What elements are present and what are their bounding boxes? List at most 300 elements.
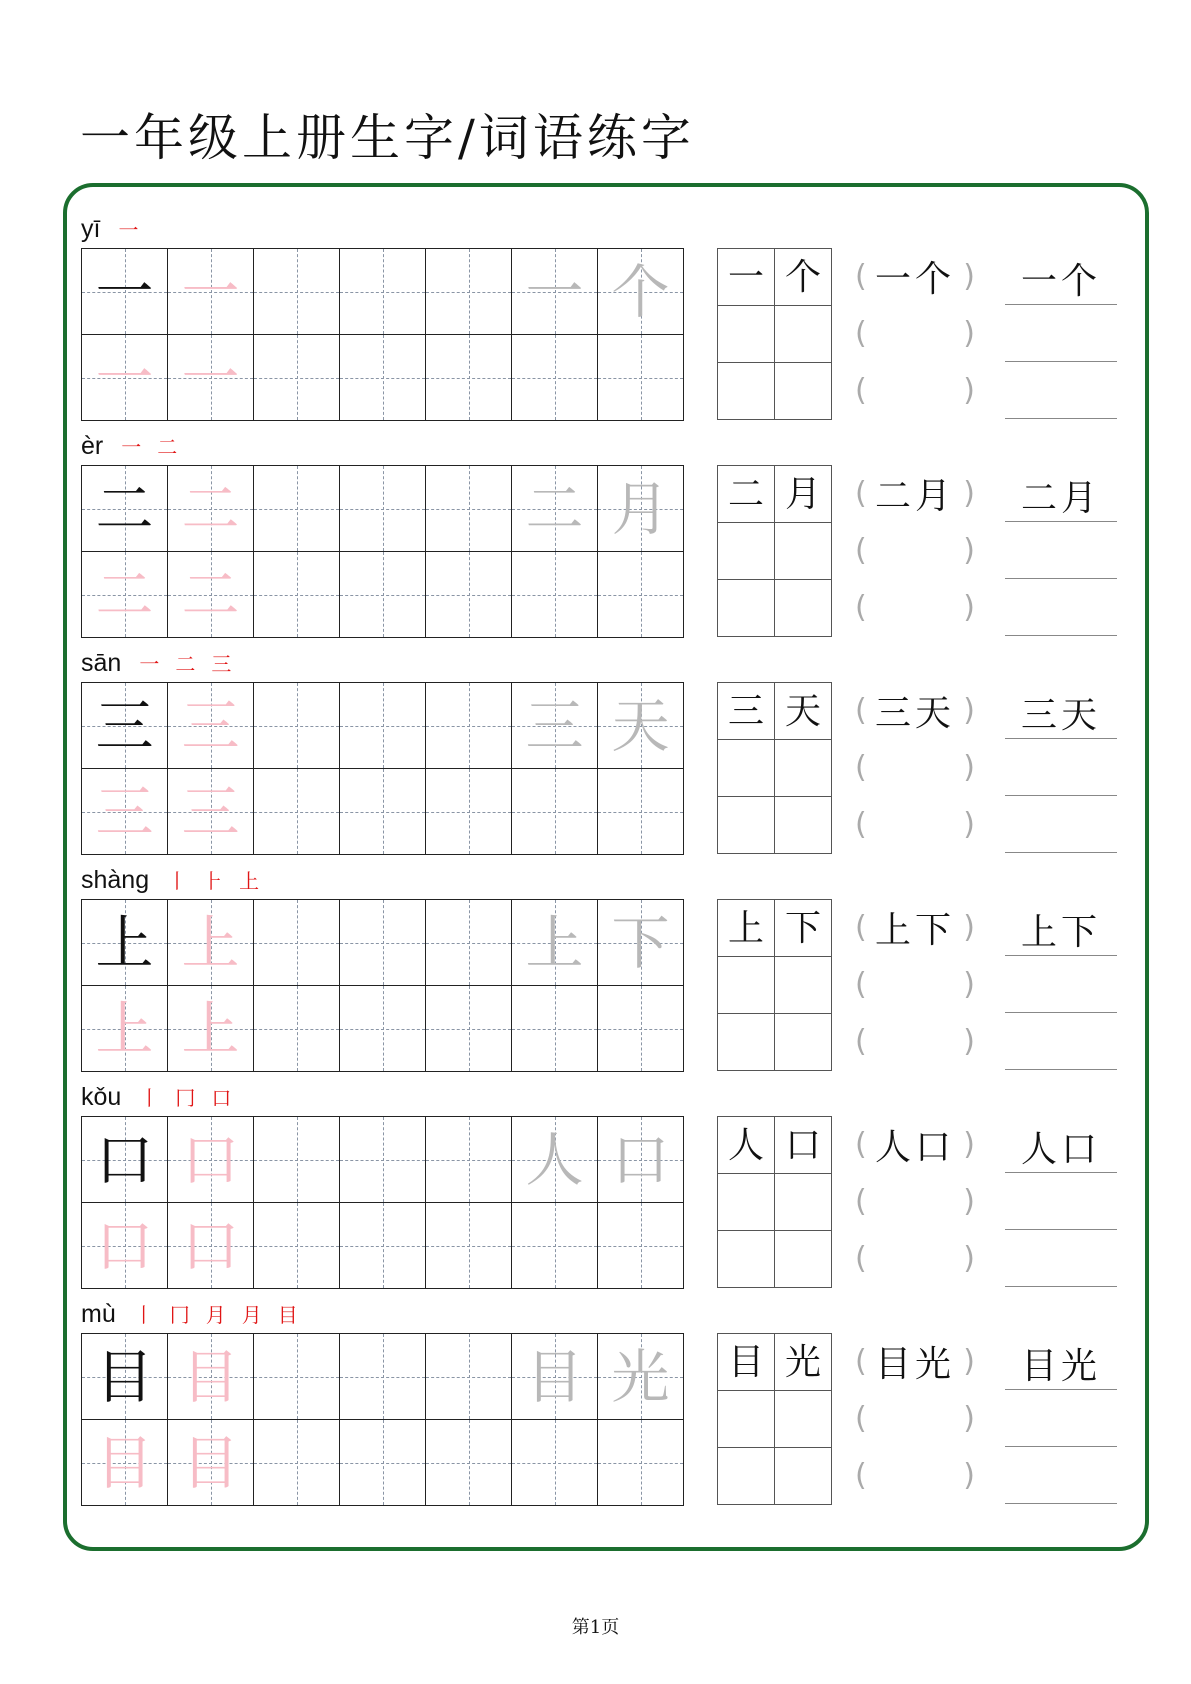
open-paren: ( bbox=[855, 750, 867, 785]
pinyin-row bbox=[81, 646, 231, 678]
word-box-cell[interactable]: 目 bbox=[718, 1334, 775, 1391]
trace-character: 上 bbox=[181, 908, 240, 977]
practice-cell[interactable] bbox=[512, 1334, 598, 1420]
practice-cell[interactable] bbox=[168, 900, 254, 986]
parenthesis-row[interactable] bbox=[855, 739, 975, 796]
empty-practice-cell[interactable] bbox=[254, 1420, 340, 1506]
empty-word-box-cell[interactable] bbox=[775, 1014, 832, 1071]
empty-practice-cell[interactable] bbox=[426, 683, 512, 769]
character-section bbox=[81, 866, 1141, 1116]
stroke-step: 丨 bbox=[139, 1086, 160, 1110]
model-character: 三 bbox=[95, 691, 154, 760]
trace-character: 口 bbox=[181, 1211, 240, 1280]
word-box-cell[interactable]: 三 bbox=[718, 683, 775, 740]
empty-practice-cell[interactable] bbox=[254, 1117, 340, 1203]
practice-cell[interactable] bbox=[168, 769, 254, 855]
open-paren: ( bbox=[855, 590, 867, 625]
underline-row[interactable] bbox=[1005, 1333, 1117, 1390]
close-paren: ) bbox=[963, 1344, 975, 1379]
open-paren: ( bbox=[855, 476, 867, 511]
parenthesis-column bbox=[855, 1333, 975, 1504]
trace-character: 三 bbox=[95, 777, 154, 846]
parenthesis-row[interactable] bbox=[855, 899, 975, 956]
empty-practice-cell[interactable] bbox=[598, 1420, 684, 1506]
empty-practice-cell[interactable] bbox=[254, 335, 340, 421]
stroke-step: 月 bbox=[241, 1303, 262, 1327]
model-character: 目 bbox=[95, 1342, 154, 1411]
close-paren: ) bbox=[963, 750, 975, 785]
underline-row[interactable] bbox=[1005, 1390, 1117, 1447]
trace-character: 二 bbox=[181, 560, 240, 629]
paren-word: 一个 bbox=[874, 259, 955, 300]
stroke-order bbox=[139, 1084, 231, 1112]
open-paren: ( bbox=[855, 533, 867, 568]
parenthesis-column bbox=[855, 899, 975, 1070]
practice-cell[interactable] bbox=[82, 249, 168, 335]
word-hint-character: 目 bbox=[525, 1342, 584, 1411]
word-box-grid bbox=[717, 899, 832, 1071]
empty-practice-cell[interactable] bbox=[340, 249, 426, 335]
tianzige-grid bbox=[81, 248, 684, 421]
underline-word: 上下 bbox=[1020, 912, 1101, 953]
open-paren: ( bbox=[855, 259, 867, 294]
stroke-step: 三 bbox=[211, 652, 232, 676]
word-box-cell[interactable]: 天 bbox=[775, 683, 832, 740]
practice-cell[interactable] bbox=[598, 1117, 684, 1203]
model-character: 一 bbox=[95, 257, 154, 326]
word-hint-character: 光 bbox=[611, 1342, 670, 1411]
empty-practice-cell[interactable] bbox=[512, 1420, 598, 1506]
practice-cell[interactable] bbox=[168, 1203, 254, 1289]
word-hint-character: 口 bbox=[611, 1125, 670, 1194]
practice-cell[interactable] bbox=[82, 1420, 168, 1506]
trace-character: 口 bbox=[95, 1211, 154, 1280]
empty-practice-cell[interactable] bbox=[512, 552, 598, 638]
underline-column bbox=[1005, 1116, 1117, 1287]
word-hint-character: 一 bbox=[525, 257, 584, 326]
empty-practice-cell[interactable] bbox=[426, 986, 512, 1072]
underline-row[interactable] bbox=[1005, 796, 1117, 853]
paren-word: 二月 bbox=[874, 476, 955, 517]
parenthesis-column bbox=[855, 1116, 975, 1287]
empty-word-box-cell[interactable] bbox=[718, 957, 775, 1014]
underline-row[interactable] bbox=[1005, 362, 1117, 419]
paren-word: 上下 bbox=[874, 910, 955, 951]
close-paren: ) bbox=[963, 533, 975, 568]
empty-word-box-cell[interactable] bbox=[775, 1448, 832, 1505]
underline-column bbox=[1005, 248, 1117, 419]
word-box-grid bbox=[717, 465, 832, 637]
empty-practice-cell[interactable] bbox=[254, 1203, 340, 1289]
parenthesis-column bbox=[855, 682, 975, 853]
practice-cell[interactable] bbox=[82, 1203, 168, 1289]
practice-cell[interactable] bbox=[598, 1334, 684, 1420]
empty-practice-cell[interactable] bbox=[340, 1203, 426, 1289]
stroke-step: 冂 bbox=[169, 1303, 190, 1327]
open-paren: ( bbox=[855, 1024, 867, 1059]
empty-word-box-cell[interactable] bbox=[718, 1231, 775, 1288]
page-title: 一年级上册生字/词语练字 bbox=[80, 109, 695, 167]
pinyin-label: kǒu bbox=[81, 1083, 122, 1111]
stroke-order bbox=[118, 216, 138, 244]
parenthesis-row[interactable] bbox=[855, 465, 975, 522]
stroke-step: 丨 bbox=[133, 1303, 154, 1327]
empty-practice-cell[interactable] bbox=[426, 1420, 512, 1506]
parenthesis-row[interactable] bbox=[855, 522, 975, 579]
trace-character: 目 bbox=[181, 1342, 240, 1411]
empty-practice-cell[interactable] bbox=[512, 769, 598, 855]
practice-cell[interactable] bbox=[168, 1117, 254, 1203]
empty-practice-cell[interactable] bbox=[598, 335, 684, 421]
underline-row[interactable] bbox=[1005, 1173, 1117, 1230]
trace-character: 二 bbox=[95, 560, 154, 629]
empty-practice-cell[interactable] bbox=[340, 683, 426, 769]
pinyin-row bbox=[81, 1080, 231, 1112]
close-paren: ) bbox=[963, 1127, 975, 1162]
trace-character: 一 bbox=[181, 257, 240, 326]
parenthesis-row[interactable] bbox=[855, 1116, 975, 1173]
empty-practice-cell[interactable] bbox=[254, 1334, 340, 1420]
word-box-grid bbox=[717, 248, 832, 420]
empty-practice-cell[interactable] bbox=[598, 1203, 684, 1289]
model-character: 二 bbox=[95, 474, 154, 543]
empty-practice-cell[interactable] bbox=[512, 335, 598, 421]
empty-word-box-cell[interactable] bbox=[718, 523, 775, 580]
practice-cell[interactable] bbox=[168, 466, 254, 552]
parenthesis-row[interactable] bbox=[855, 305, 975, 362]
empty-word-box-cell[interactable] bbox=[775, 580, 832, 637]
pinyin-label: mù bbox=[81, 1300, 116, 1328]
open-paren: ( bbox=[855, 1458, 867, 1493]
pinyin-row bbox=[81, 429, 177, 461]
open-paren: ( bbox=[855, 1241, 867, 1276]
trace-character: 目 bbox=[95, 1428, 154, 1497]
empty-practice-cell[interactable] bbox=[426, 1203, 512, 1289]
trace-character: 一 bbox=[95, 343, 154, 412]
word-box-grid bbox=[717, 1333, 832, 1505]
word-hint-character: 上 bbox=[525, 908, 584, 977]
stroke-step: 上 bbox=[239, 869, 260, 893]
practice-cell[interactable] bbox=[82, 1117, 168, 1203]
empty-word-box-cell[interactable] bbox=[775, 1391, 832, 1448]
tianzige-grid bbox=[81, 899, 684, 1072]
open-paren: ( bbox=[855, 1344, 867, 1379]
empty-word-box-cell[interactable] bbox=[775, 1231, 832, 1288]
model-character: 上 bbox=[95, 908, 154, 977]
trace-character: 上 bbox=[181, 994, 240, 1063]
tianzige-grid bbox=[81, 682, 684, 855]
empty-practice-cell[interactable] bbox=[340, 1117, 426, 1203]
parenthesis-row[interactable] bbox=[855, 1230, 975, 1287]
empty-practice-cell[interactable] bbox=[512, 986, 598, 1072]
empty-practice-cell[interactable] bbox=[254, 466, 340, 552]
underline-row[interactable] bbox=[1005, 248, 1117, 305]
practice-cell[interactable] bbox=[168, 986, 254, 1072]
word-box-cell[interactable]: 口 bbox=[775, 1117, 832, 1174]
practice-cell[interactable] bbox=[598, 466, 684, 552]
underline-row[interactable] bbox=[1005, 739, 1117, 796]
close-paren: ) bbox=[963, 967, 975, 1002]
trace-character: 一 bbox=[181, 343, 240, 412]
word-box-cell[interactable]: 个 bbox=[775, 249, 832, 306]
empty-word-box-cell[interactable] bbox=[718, 740, 775, 797]
practice-cell[interactable] bbox=[168, 1334, 254, 1420]
underline-row[interactable] bbox=[1005, 305, 1117, 362]
empty-practice-cell[interactable] bbox=[426, 466, 512, 552]
pinyin-label: yī bbox=[81, 215, 101, 243]
pinyin-row bbox=[81, 212, 138, 244]
empty-word-box-cell[interactable] bbox=[775, 363, 832, 420]
stroke-order bbox=[139, 650, 231, 678]
parenthesis-row[interactable] bbox=[855, 1333, 975, 1390]
empty-word-box-cell[interactable] bbox=[718, 306, 775, 363]
practice-cell[interactable] bbox=[512, 249, 598, 335]
stroke-step: 月 bbox=[205, 1303, 226, 1327]
parenthesis-row[interactable] bbox=[855, 1390, 975, 1447]
trace-character: 二 bbox=[181, 474, 240, 543]
underline-column bbox=[1005, 1333, 1117, 1504]
practice-cell[interactable] bbox=[168, 552, 254, 638]
practice-cell[interactable] bbox=[598, 249, 684, 335]
practice-cell[interactable] bbox=[82, 769, 168, 855]
close-paren: ) bbox=[963, 1184, 975, 1219]
underline-column bbox=[1005, 465, 1117, 636]
underline-word: 目光 bbox=[1020, 1346, 1101, 1387]
empty-practice-cell[interactable] bbox=[426, 1117, 512, 1203]
underline-row[interactable] bbox=[1005, 1013, 1117, 1070]
practice-cell[interactable] bbox=[168, 249, 254, 335]
open-paren: ( bbox=[855, 693, 867, 728]
empty-practice-cell[interactable] bbox=[254, 986, 340, 1072]
underline-word: 人口 bbox=[1020, 1129, 1101, 1170]
practice-cell[interactable] bbox=[168, 1420, 254, 1506]
stroke-step: 一 bbox=[121, 435, 142, 459]
underline-row[interactable] bbox=[1005, 1447, 1117, 1504]
word-hint-character: 人 bbox=[525, 1125, 584, 1194]
underline-row[interactable] bbox=[1005, 522, 1117, 579]
empty-practice-cell[interactable] bbox=[512, 1203, 598, 1289]
character-section bbox=[81, 432, 1141, 682]
parenthesis-row[interactable] bbox=[855, 362, 975, 419]
empty-practice-cell[interactable] bbox=[426, 552, 512, 638]
close-paren: ) bbox=[963, 910, 975, 945]
underline-column bbox=[1005, 899, 1117, 1070]
close-paren: ) bbox=[963, 1458, 975, 1493]
underline-row[interactable] bbox=[1005, 956, 1117, 1013]
empty-practice-cell[interactable] bbox=[426, 335, 512, 421]
word-box-cell[interactable]: 月 bbox=[775, 466, 832, 523]
page-number: 第1页 bbox=[571, 1617, 620, 1638]
open-paren: ( bbox=[855, 1127, 867, 1162]
word-box-cell[interactable]: 二 bbox=[718, 466, 775, 523]
paren-word: 目光 bbox=[874, 1344, 955, 1385]
paren-word: 人口 bbox=[874, 1127, 955, 1168]
word-box-cell[interactable]: 上 bbox=[718, 900, 775, 957]
practice-cell[interactable] bbox=[512, 683, 598, 769]
practice-cell[interactable] bbox=[82, 552, 168, 638]
empty-practice-cell[interactable] bbox=[426, 769, 512, 855]
close-paren: ) bbox=[963, 259, 975, 294]
word-hint-character: 月 bbox=[611, 474, 670, 543]
underline-row[interactable] bbox=[1005, 899, 1117, 956]
stroke-step: 口 bbox=[211, 1086, 232, 1110]
trace-character: 口 bbox=[181, 1125, 240, 1194]
underline-row[interactable] bbox=[1005, 465, 1117, 522]
practice-cell[interactable] bbox=[82, 1334, 168, 1420]
empty-word-box-cell[interactable] bbox=[718, 1174, 775, 1231]
empty-word-box-cell[interactable] bbox=[775, 957, 832, 1014]
empty-word-box-cell[interactable] bbox=[718, 797, 775, 854]
underline-word: 二月 bbox=[1020, 478, 1101, 519]
word-hint-character: 三 bbox=[525, 691, 584, 760]
empty-word-box-cell[interactable] bbox=[718, 580, 775, 637]
stroke-step: 丨 bbox=[167, 869, 188, 893]
practice-cell[interactable] bbox=[512, 900, 598, 986]
empty-practice-cell[interactable] bbox=[340, 986, 426, 1072]
practice-cell[interactable] bbox=[512, 1117, 598, 1203]
practice-cell[interactable] bbox=[168, 335, 254, 421]
empty-word-box-cell[interactable] bbox=[775, 523, 832, 580]
parenthesis-row[interactable] bbox=[855, 1173, 975, 1230]
empty-practice-cell[interactable] bbox=[340, 335, 426, 421]
empty-practice-cell[interactable] bbox=[340, 769, 426, 855]
underline-column bbox=[1005, 682, 1117, 853]
parenthesis-column bbox=[855, 248, 975, 419]
character-section bbox=[81, 215, 1141, 465]
empty-word-box-cell[interactable] bbox=[775, 1174, 832, 1231]
underline-row[interactable] bbox=[1005, 682, 1117, 739]
practice-cell[interactable] bbox=[598, 900, 684, 986]
empty-practice-cell[interactable] bbox=[254, 683, 340, 769]
word-hint-character: 个 bbox=[611, 257, 670, 326]
stroke-step: 目 bbox=[277, 1303, 298, 1327]
empty-practice-cell[interactable] bbox=[426, 249, 512, 335]
open-paren: ( bbox=[855, 807, 867, 842]
underline-word: 一个 bbox=[1020, 261, 1101, 302]
stroke-step: 二 bbox=[157, 435, 178, 459]
empty-word-box-cell[interactable] bbox=[718, 363, 775, 420]
word-box-cell[interactable]: 下 bbox=[775, 900, 832, 957]
character-section bbox=[81, 1300, 1141, 1550]
parenthesis-row[interactable] bbox=[855, 579, 975, 636]
word-hint-character: 二 bbox=[525, 474, 584, 543]
empty-practice-cell[interactable] bbox=[340, 466, 426, 552]
trace-character: 上 bbox=[95, 994, 154, 1063]
close-paren: ) bbox=[963, 373, 975, 408]
empty-practice-cell[interactable] bbox=[340, 1420, 426, 1506]
practice-cell[interactable] bbox=[82, 900, 168, 986]
open-paren: ( bbox=[855, 1401, 867, 1436]
practice-cell[interactable] bbox=[168, 683, 254, 769]
close-paren: ) bbox=[963, 1024, 975, 1059]
stroke-step: 一 bbox=[139, 652, 160, 676]
stroke-order bbox=[121, 433, 177, 461]
close-paren: ) bbox=[963, 807, 975, 842]
stroke-order bbox=[134, 1301, 298, 1329]
parenthesis-row[interactable] bbox=[855, 1013, 975, 1070]
practice-cell[interactable] bbox=[82, 466, 168, 552]
trace-character: 三 bbox=[181, 691, 240, 760]
empty-practice-cell[interactable] bbox=[340, 900, 426, 986]
empty-word-box-cell[interactable] bbox=[718, 1448, 775, 1505]
underline-row[interactable] bbox=[1005, 1116, 1117, 1173]
close-paren: ) bbox=[963, 316, 975, 351]
pinyin-row bbox=[81, 1297, 298, 1329]
pinyin-row bbox=[81, 863, 259, 895]
word-box-cell[interactable]: 人 bbox=[718, 1117, 775, 1174]
word-box-grid bbox=[717, 682, 832, 854]
empty-practice-cell[interactable] bbox=[598, 769, 684, 855]
close-paren: ) bbox=[963, 1241, 975, 1276]
empty-practice-cell[interactable] bbox=[340, 1334, 426, 1420]
empty-word-box-cell[interactable] bbox=[718, 1391, 775, 1448]
open-paren: ( bbox=[855, 373, 867, 408]
close-paren: ) bbox=[963, 1401, 975, 1436]
empty-practice-cell[interactable] bbox=[254, 769, 340, 855]
empty-practice-cell[interactable] bbox=[426, 900, 512, 986]
word-box-grid bbox=[717, 1116, 832, 1288]
practice-cell[interactable] bbox=[598, 683, 684, 769]
trace-character: 三 bbox=[181, 777, 240, 846]
practice-cell[interactable] bbox=[82, 986, 168, 1072]
tianzige-grid bbox=[81, 1116, 684, 1289]
practice-cell[interactable] bbox=[82, 683, 168, 769]
word-box-cell[interactable]: 一 bbox=[718, 249, 775, 306]
parenthesis-row[interactable] bbox=[855, 248, 975, 305]
pinyin-label: èr bbox=[81, 432, 104, 460]
empty-practice-cell[interactable] bbox=[254, 900, 340, 986]
word-hint-character: 天 bbox=[611, 691, 670, 760]
pinyin-label: shàng bbox=[81, 866, 150, 894]
empty-practice-cell[interactable] bbox=[254, 249, 340, 335]
open-paren: ( bbox=[855, 967, 867, 1002]
paren-word: 三天 bbox=[874, 693, 955, 734]
underline-row[interactable] bbox=[1005, 1230, 1117, 1287]
open-paren: ( bbox=[855, 1184, 867, 1219]
empty-word-box-cell[interactable] bbox=[718, 1014, 775, 1071]
close-paren: ) bbox=[963, 476, 975, 511]
empty-practice-cell[interactable] bbox=[598, 552, 684, 638]
empty-word-box-cell[interactable] bbox=[775, 306, 832, 363]
empty-word-box-cell[interactable] bbox=[775, 797, 832, 854]
stroke-step: ⺊ bbox=[203, 869, 224, 893]
parenthesis-row[interactable] bbox=[855, 956, 975, 1013]
empty-practice-cell[interactable] bbox=[598, 986, 684, 1072]
word-box-cell[interactable]: 光 bbox=[775, 1334, 832, 1391]
tianzige-grid bbox=[81, 465, 684, 638]
empty-practice-cell[interactable] bbox=[340, 552, 426, 638]
parenthesis-row[interactable] bbox=[855, 682, 975, 739]
open-paren: ( bbox=[855, 910, 867, 945]
practice-cell[interactable] bbox=[82, 335, 168, 421]
empty-practice-cell[interactable] bbox=[254, 552, 340, 638]
close-paren: ) bbox=[963, 693, 975, 728]
stroke-step: 冂 bbox=[175, 1086, 196, 1110]
stroke-step: 一 bbox=[118, 218, 139, 242]
stroke-step: 二 bbox=[175, 652, 196, 676]
practice-cell[interactable] bbox=[512, 466, 598, 552]
empty-practice-cell[interactable] bbox=[426, 1334, 512, 1420]
underline-row[interactable] bbox=[1005, 579, 1117, 636]
open-paren: ( bbox=[855, 316, 867, 351]
model-character: 口 bbox=[95, 1125, 154, 1194]
stroke-order bbox=[167, 867, 259, 895]
trace-character: 目 bbox=[181, 1428, 240, 1497]
underline-word: 三天 bbox=[1020, 695, 1101, 736]
empty-word-box-cell[interactable] bbox=[775, 740, 832, 797]
parenthesis-row[interactable] bbox=[855, 796, 975, 853]
parenthesis-row[interactable] bbox=[855, 1447, 975, 1504]
